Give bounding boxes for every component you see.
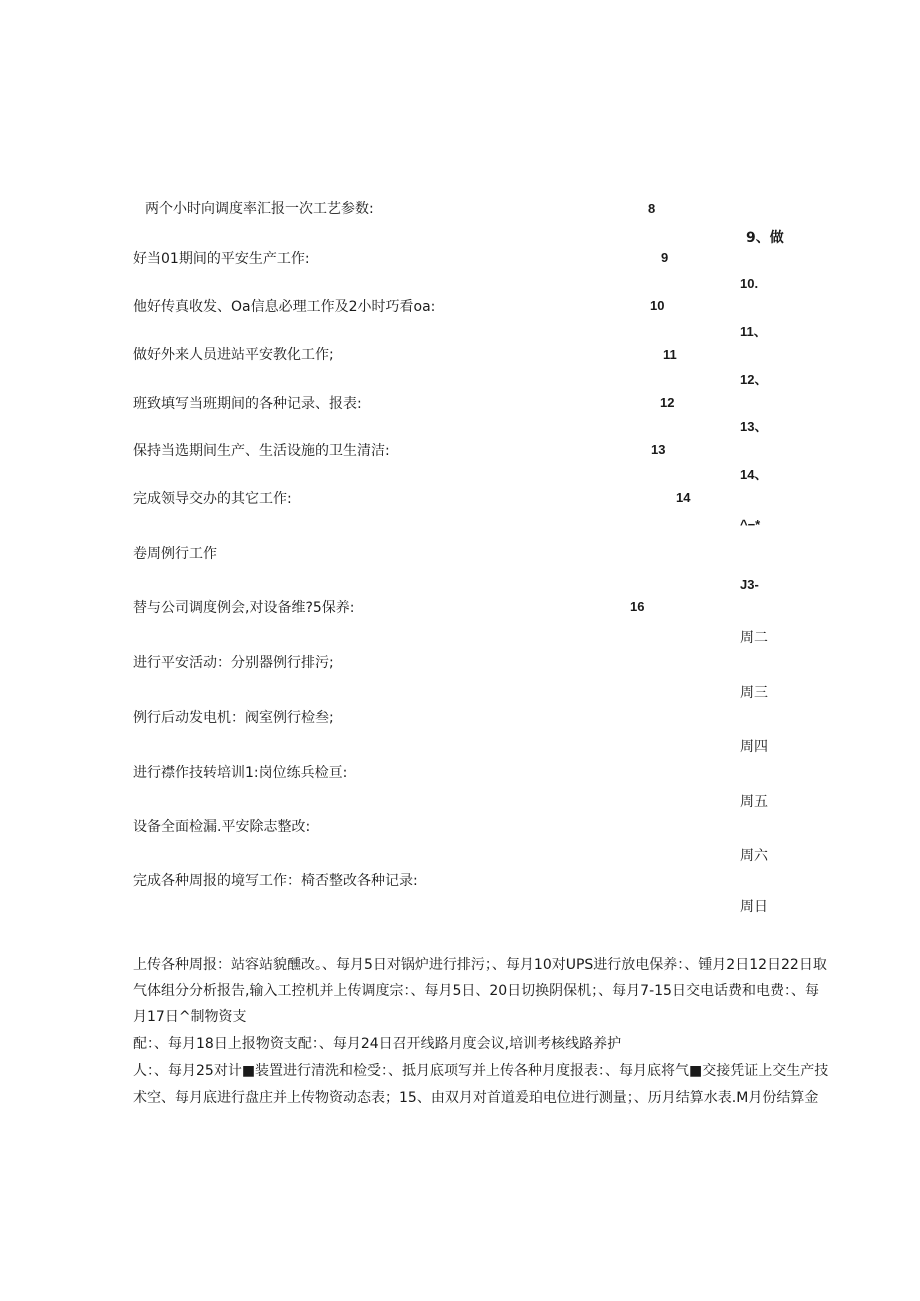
duty-number: 11 — [663, 347, 677, 362]
weekly-item: 例行后动发电机：阀室例行检叁; — [133, 710, 334, 726]
right-column-item: 10. — [740, 276, 759, 291]
duty-item: 他好传真收发、Oa信息必理工作及2小时巧看oa: — [133, 299, 436, 315]
right-column-item: 周四 — [740, 739, 768, 755]
right-column-item: 周六 — [740, 848, 768, 864]
weekly-item: 完成各种周报的境写工作：椅否整改各种记录: — [133, 873, 418, 889]
right-column-item: J3- — [740, 577, 759, 592]
duty-number: 14 — [676, 490, 691, 505]
monthly-line: 气体组分分析报告,输入工控机并上传调度宗：、每月5日、20日切换阴保机；、每月7-15日交电话费和电费：、每 — [133, 983, 819, 999]
weekly-item: 进行襟作技转培训1:岗位练兵检亘: — [133, 765, 348, 781]
right-column-item: 9、做 — [746, 230, 784, 246]
right-column-item: 12、 — [740, 372, 768, 387]
weekly-item: 进行平安活动：分别器例行排污; — [133, 655, 334, 671]
monthly-line: 人：、每月25对计■装置进行清洗和检受：、抵月底项写并上传各种月度报表：、每月底将气■交接凭证上交生产技 — [133, 1063, 829, 1079]
duty-item: 班致填写当班期间的各种记录、报表: — [133, 396, 362, 412]
duty-item: 保持当选期间生产、生活设施的卫生清洁: — [133, 443, 390, 459]
duty-number: 10 — [650, 298, 665, 313]
duty-item: 做好外来人员进站平安教化工作; — [133, 347, 334, 363]
right-column-item: ^−* — [740, 517, 761, 532]
right-column-item: 周三 — [740, 685, 768, 701]
duty-item: 两个小时向调度率汇报一次工艺参数: — [145, 201, 374, 217]
weekly-section-title: 卷周例行工作 — [133, 546, 217, 562]
duty-item: 完成领导交办的其它工作: — [133, 491, 292, 507]
duty-number: 8 — [648, 201, 656, 216]
right-column-item: 周五 — [740, 794, 768, 810]
right-column-item: 周日 — [740, 899, 768, 915]
weekly-item: 替与公司调度例会,对设备维?5保养: — [133, 600, 355, 616]
duty-number: 12 — [660, 395, 675, 410]
right-column-item: 14、 — [740, 467, 768, 482]
weekly-item: 设备全面检漏.平安除志整改: — [133, 819, 311, 835]
right-column-item: 11、 — [740, 324, 767, 339]
duty-item: 好当01期间的平安生产工作: — [133, 251, 310, 267]
weekly-item-number: 16 — [630, 599, 645, 614]
right-column-item: 周二 — [740, 630, 768, 646]
monthly-line: 配：、每月18日上报物资支配：、每月24日召开线路月度会议,培训考核线路养护 — [133, 1036, 622, 1052]
monthly-line: 术空、每月底进行盘庄并上传物资动态表；15、由双月对首道爰珀电位进行测量；、历月结算水表.M月份结算金 — [133, 1090, 819, 1106]
monthly-line: 上传各种周报：站容站貌醺改。、每月5日对锅炉进行排污；、每月10对UPS进行放电保养：、锺月2日12日22日取 — [133, 957, 827, 973]
duty-number: 9 — [661, 250, 669, 265]
duty-number: 13 — [651, 442, 666, 457]
monthly-line: 月17日^制物资支 — [133, 1009, 247, 1025]
right-column-item: 13、 — [740, 419, 768, 434]
